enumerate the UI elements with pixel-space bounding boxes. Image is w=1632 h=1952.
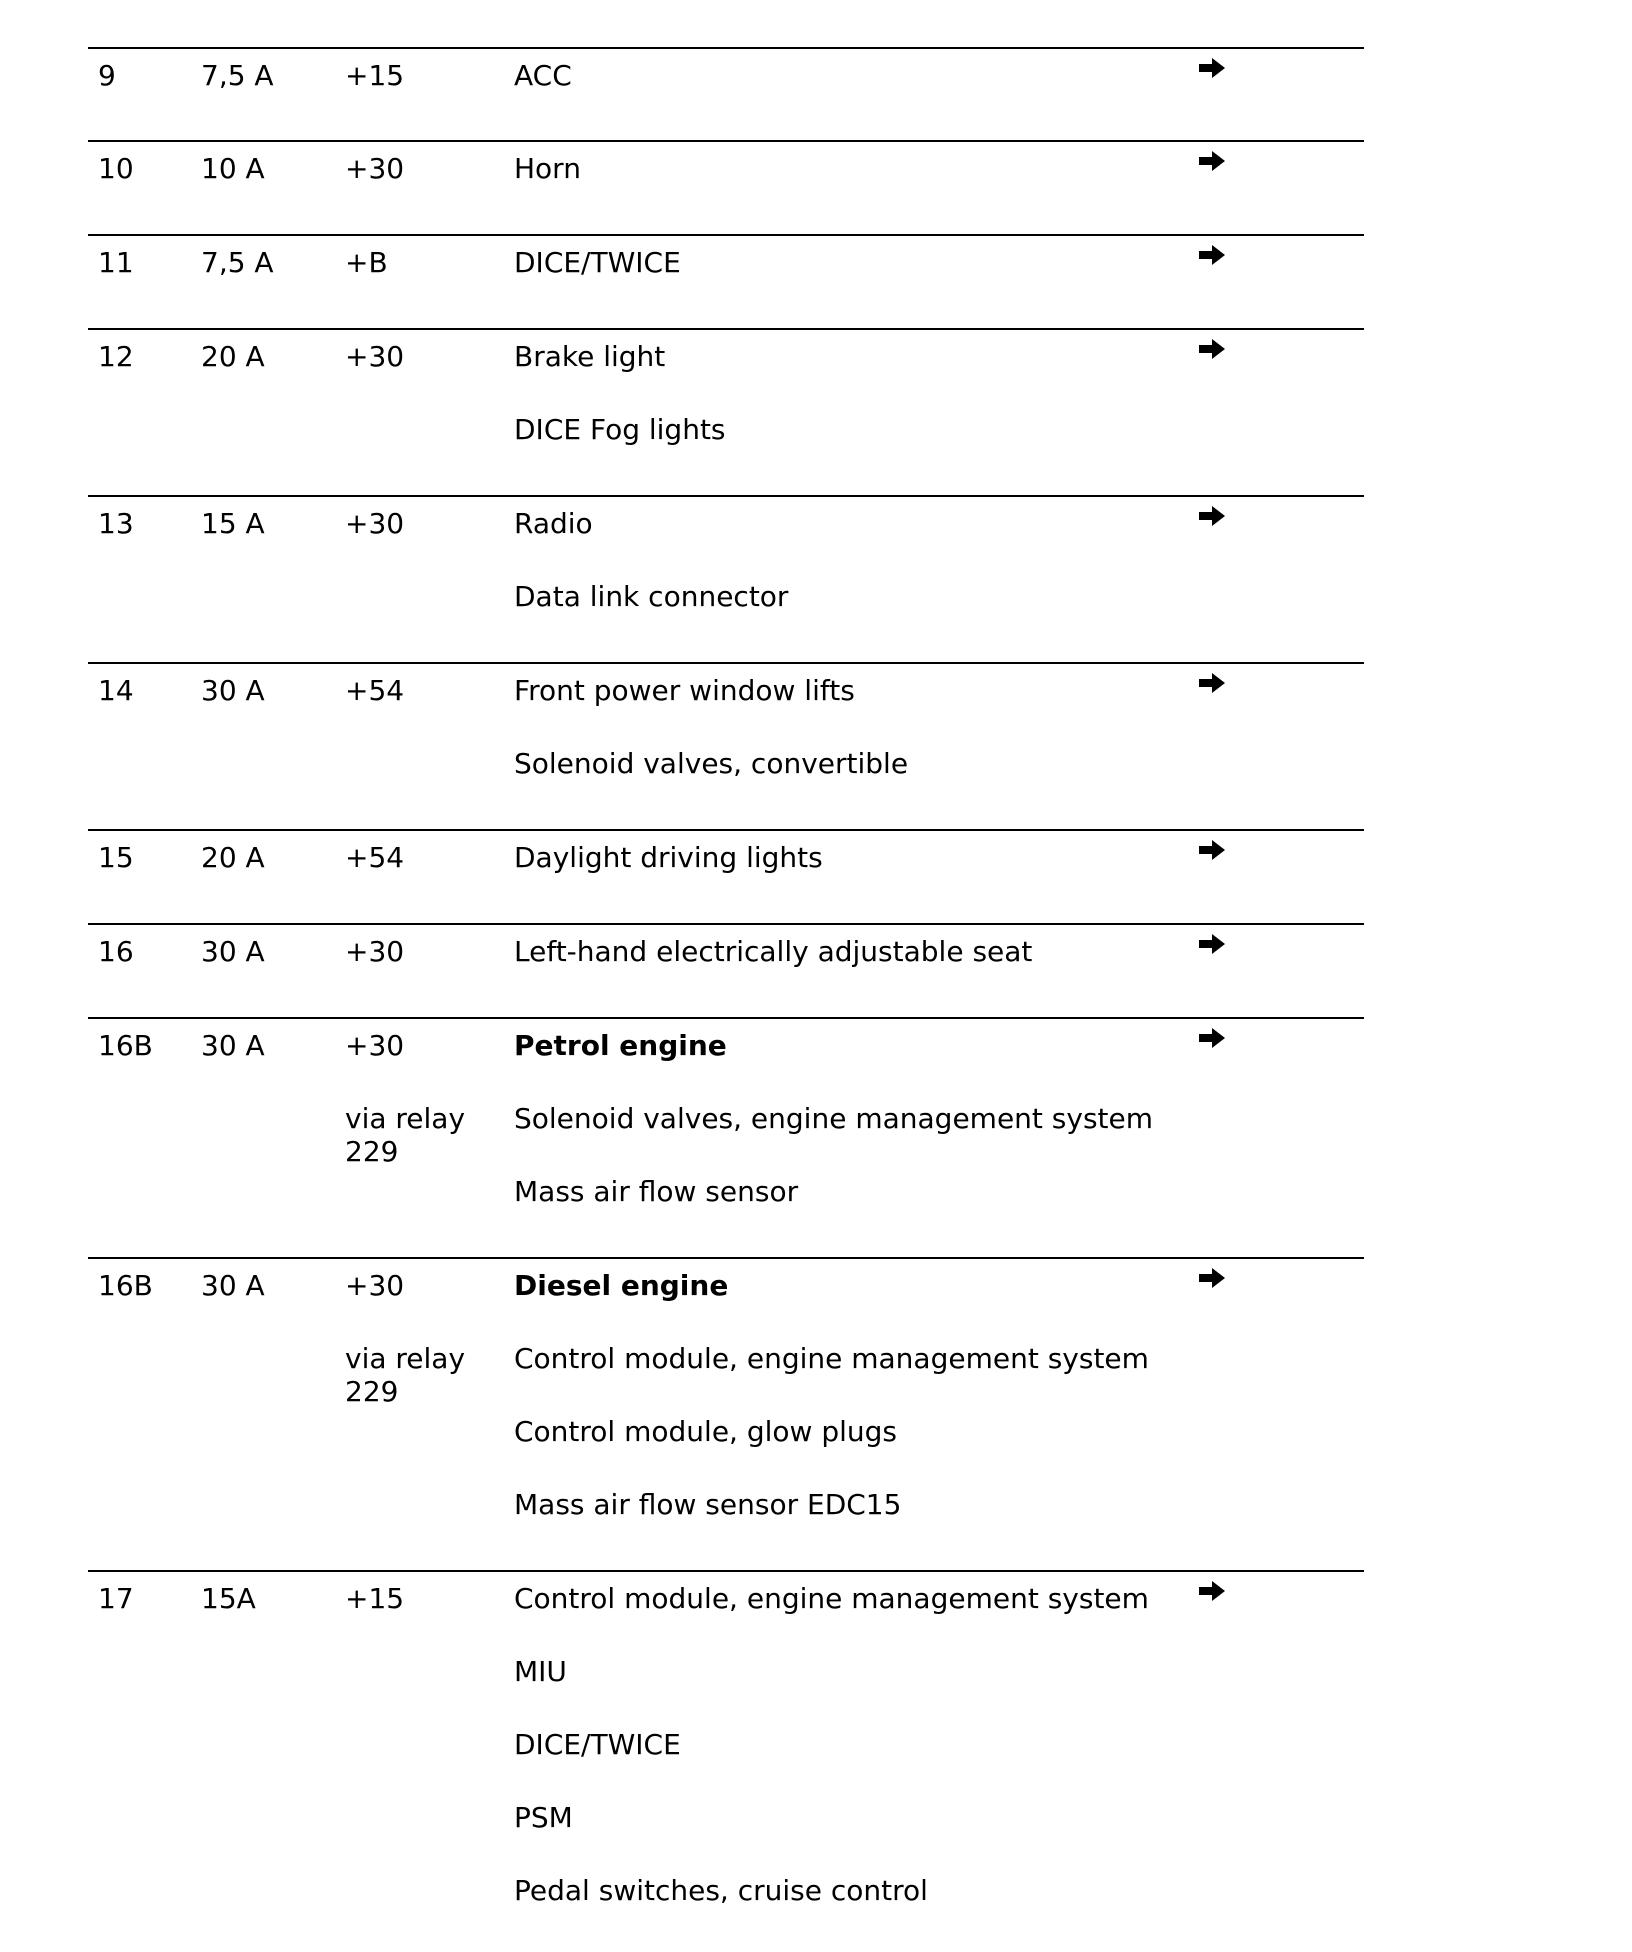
description-line: Left-hand electrically adjustable seat	[514, 935, 1033, 968]
fuse-number: 12	[98, 340, 134, 373]
arrow-right-icon[interactable]	[1198, 57, 1226, 79]
terminal-value: +15	[345, 59, 405, 92]
fuse-row	[88, 829, 1364, 923]
terminal-cell	[345, 1269, 465, 1408]
description-cell	[514, 1029, 1153, 1248]
fuse-row	[88, 140, 1364, 234]
fuse-row	[88, 47, 1364, 140]
fuse-row	[88, 662, 1364, 829]
fuse-amperage: 10 A	[201, 152, 265, 185]
description-line: ACC	[514, 59, 572, 92]
arrow-right-icon[interactable]	[1198, 1027, 1226, 1049]
description-line: Solenoid valves, convertible	[514, 747, 909, 780]
description-heading: Diesel engine	[514, 1269, 729, 1302]
description-line: Control module, glow plugs	[514, 1415, 897, 1448]
description-cell	[514, 152, 581, 225]
fuse-row	[88, 234, 1364, 328]
terminal-note-line: 229	[345, 1375, 399, 1408]
terminal-cell	[345, 507, 404, 541]
terminal-value: +30	[345, 1029, 405, 1062]
arrow-right-icon[interactable]	[1198, 244, 1226, 266]
fuse-number: 16B	[98, 1029, 153, 1062]
terminal-cell	[345, 246, 388, 280]
description-cell	[514, 246, 681, 319]
description-line: DICE Fog lights	[514, 413, 726, 446]
arrow-right-icon[interactable]	[1198, 933, 1226, 955]
arrow-right-icon[interactable]	[1198, 839, 1226, 861]
description-cell	[514, 59, 572, 132]
fuse-amperage: 30 A	[201, 1269, 265, 1302]
arrow-right-icon[interactable]	[1198, 672, 1226, 694]
terminal-note-line: via relay	[345, 1102, 466, 1135]
arrow-right-icon[interactable]	[1198, 338, 1226, 360]
fuse-row	[88, 1017, 1364, 1257]
fuse-amperage: 15A	[201, 1582, 256, 1615]
fuse-number: 16	[98, 935, 134, 968]
terminal-cell	[345, 340, 404, 374]
description-cell	[514, 841, 823, 914]
description-cell	[514, 507, 788, 653]
description-line: Front power window lifts	[514, 674, 855, 707]
description-line: Brake light	[514, 340, 666, 373]
description-line: MIU	[514, 1655, 567, 1688]
fuse-number: 17	[98, 1582, 134, 1615]
description-line: Mass air flow sensor EDC15	[514, 1488, 902, 1521]
fuse-number: 11	[98, 246, 134, 279]
terminal-note-line: 229	[345, 1135, 399, 1168]
fuse-amperage: 20 A	[201, 841, 265, 874]
terminal-value: +54	[345, 674, 405, 707]
fuse-number: 10	[98, 152, 134, 185]
description-line: Data link connector	[514, 580, 789, 613]
description-line: Solenoid valves, engine management system	[514, 1102, 1154, 1135]
fuse-number: 14	[98, 674, 134, 707]
description-cell	[514, 340, 726, 486]
description-line: DICE/TWICE	[514, 1728, 681, 1761]
fuse-amperage: 30 A	[201, 935, 265, 968]
fuse-number: 9	[98, 59, 116, 92]
description-line: DICE/TWICE	[514, 246, 681, 279]
terminal-value: +15	[345, 1582, 405, 1615]
fuse-row	[88, 923, 1364, 1017]
fuse-number: 15	[98, 841, 134, 874]
fuse-amperage: 30 A	[201, 1029, 265, 1062]
description-line: Pedal switches, cruise control	[514, 1874, 928, 1907]
fuse-amperage: 30 A	[201, 674, 265, 707]
description-cell	[514, 1269, 1149, 1561]
fuse-amperage: 7,5 A	[201, 59, 274, 92]
fuse-table	[88, 47, 1364, 1952]
terminal-cell	[345, 152, 404, 186]
description-line: Control module, engine management system	[514, 1582, 1149, 1615]
description-cell	[514, 674, 908, 820]
terminal-cell	[345, 59, 404, 93]
description-cell	[514, 935, 1032, 1008]
fuse-number: 16B	[98, 1269, 153, 1302]
description-line: Horn	[514, 152, 581, 185]
description-line: PSM	[514, 1801, 573, 1834]
terminal-cell	[345, 935, 404, 969]
terminal-note-line: via relay	[345, 1342, 466, 1375]
arrow-right-icon[interactable]	[1198, 1580, 1226, 1602]
terminal-value: +B	[345, 246, 388, 279]
fuse-row	[88, 495, 1364, 662]
fuse-row	[88, 328, 1364, 495]
terminal-value: +30	[345, 1269, 405, 1302]
terminal-cell	[345, 1582, 404, 1616]
terminal-cell	[345, 674, 404, 708]
description-cell	[514, 1582, 1149, 1947]
fuse-amperage: 15 A	[201, 507, 265, 540]
fuse-amperage: 7,5 A	[201, 246, 274, 279]
terminal-value: +54	[345, 841, 405, 874]
terminal-value: +30	[345, 935, 405, 968]
terminal-note	[345, 1102, 465, 1168]
description-line: Daylight driving lights	[514, 841, 823, 874]
fuse-row	[88, 1570, 1364, 1952]
description-heading: Petrol engine	[514, 1029, 727, 1062]
description-line: Mass air flow sensor	[514, 1175, 799, 1208]
fuse-row	[88, 1257, 1364, 1570]
terminal-cell	[345, 841, 404, 875]
terminal-cell	[345, 1029, 465, 1168]
arrow-right-icon[interactable]	[1198, 505, 1226, 527]
fuse-amperage: 20 A	[201, 340, 265, 373]
arrow-right-icon[interactable]	[1198, 1267, 1226, 1289]
terminal-value: +30	[345, 152, 405, 185]
terminal-value: +30	[345, 340, 405, 373]
terminal-note	[345, 1342, 465, 1408]
description-line: Control module, engine management system	[514, 1342, 1149, 1375]
terminal-value: +30	[345, 507, 405, 540]
description-line: Radio	[514, 507, 593, 540]
fuse-number: 13	[98, 507, 134, 540]
arrow-right-icon[interactable]	[1198, 150, 1226, 172]
